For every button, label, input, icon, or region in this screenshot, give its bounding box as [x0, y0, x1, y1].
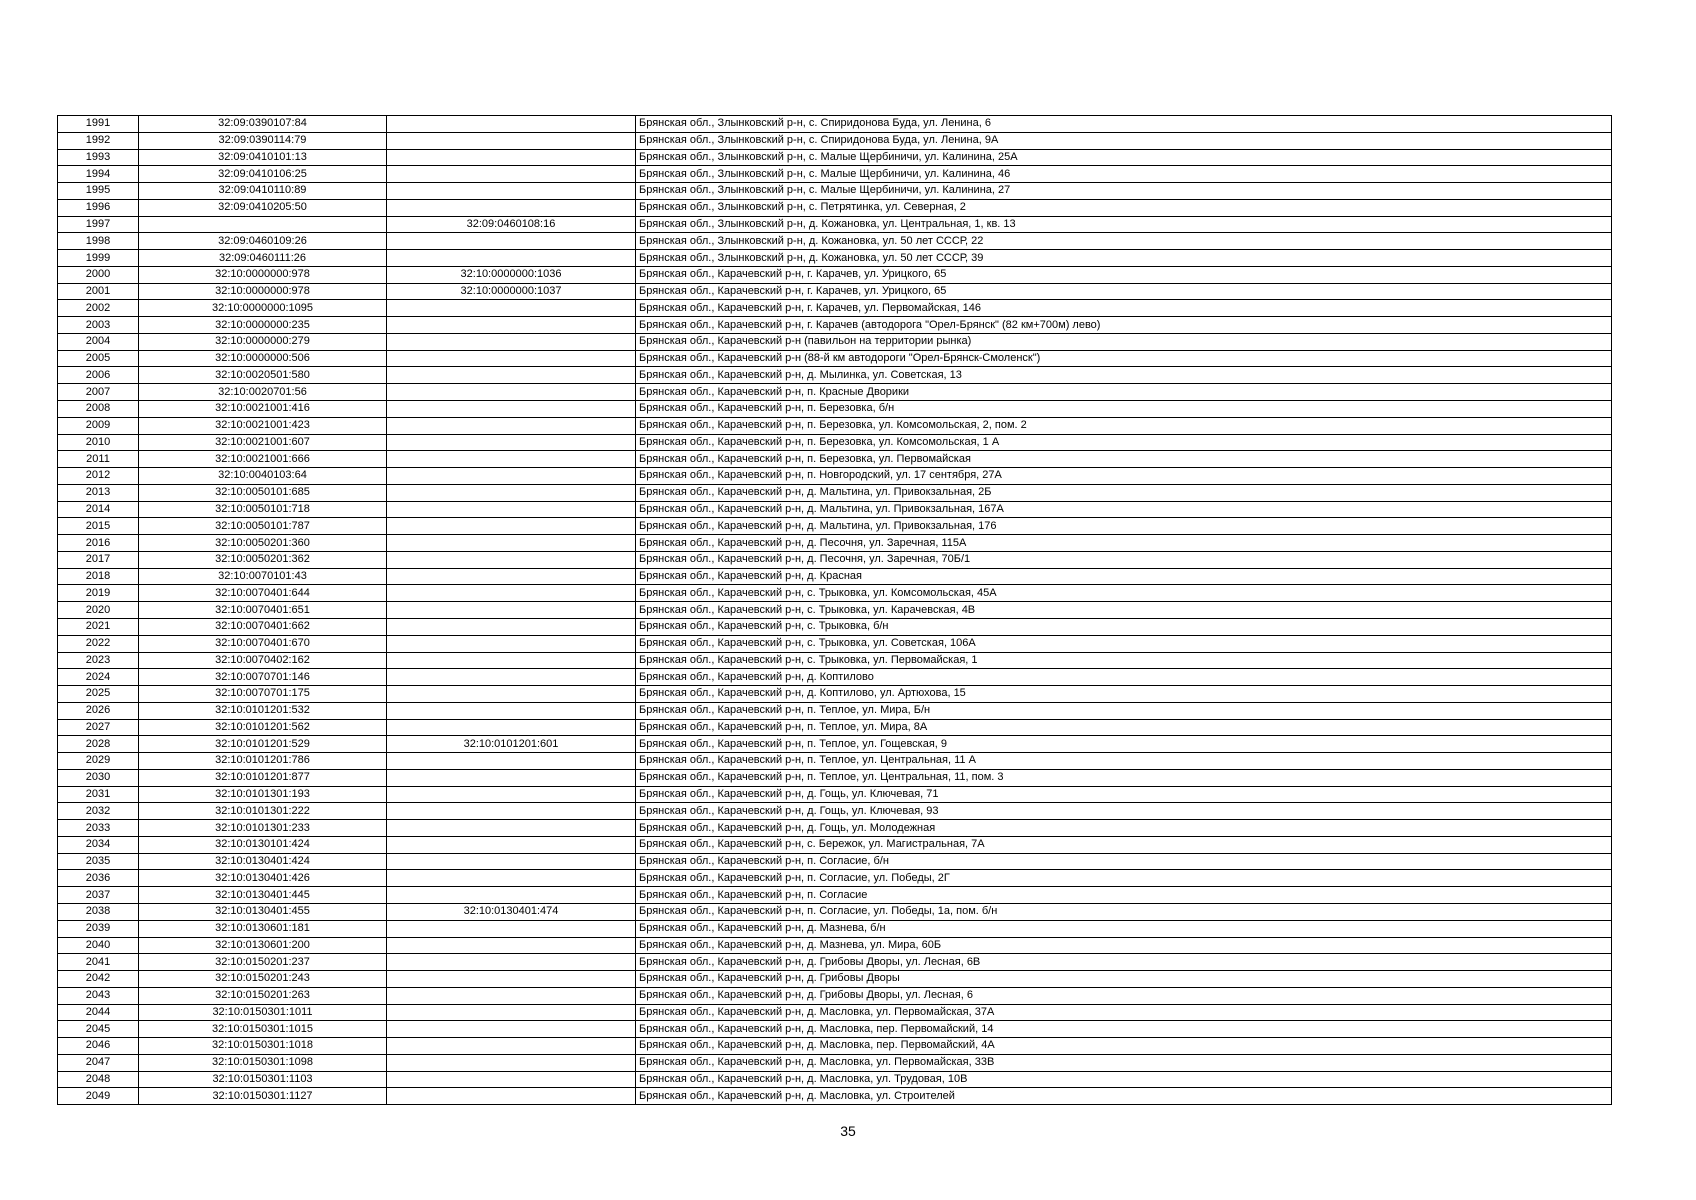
- table-row: [58, 417, 1612, 434]
- row-number-cell: 2007: [58, 384, 139, 401]
- related-cadastral-number-cell: [387, 568, 636, 585]
- address-cell: Брянская обл., Карачевский р-н, п. Березовка, ул. Первомайская: [636, 451, 1612, 468]
- row-number-cell: 2039: [58, 920, 139, 937]
- address-cell: Брянская обл., Злынковский р-н, с. Спиридонова Буда, ул. Ленина, 9А: [636, 132, 1612, 149]
- address-cell: Брянская обл., Карачевский р-н, с. Трыковка, ул. Советская, 106А: [636, 635, 1612, 652]
- related-cadastral-number-cell: [387, 686, 636, 703]
- table-row: [58, 468, 1612, 485]
- table-row: [58, 1088, 1612, 1105]
- table-row: [58, 367, 1612, 384]
- row-number-cell: 1999: [58, 250, 139, 267]
- related-cadastral-number-cell: [387, 317, 636, 334]
- related-cadastral-number-cell: [387, 1071, 636, 1088]
- table-row: [58, 317, 1612, 334]
- row-number-cell: 1993: [58, 149, 139, 166]
- table-row: [58, 434, 1612, 451]
- table-row: [58, 769, 1612, 786]
- related-cadastral-number-cell: [387, 1088, 636, 1105]
- related-cadastral-number-cell: [387, 954, 636, 971]
- row-number-cell: 2031: [58, 786, 139, 803]
- row-number-cell: 1996: [58, 199, 139, 216]
- row-number-cell: 2043: [58, 987, 139, 1004]
- table-row: [58, 501, 1612, 518]
- table-row: [58, 669, 1612, 686]
- address-cell: Брянская обл., Карачевский р-н, д. Масловка, ул. Строителей: [636, 1088, 1612, 1105]
- cadastral-number-cell: 32:10:0020701:56: [139, 384, 387, 401]
- table-row: [58, 216, 1612, 233]
- cadastral-number-cell: 32:10:0070402:162: [139, 652, 387, 669]
- address-cell: Брянская обл., Карачевский р-н, п. Новгородский, ул. 17 сентября, 27А: [636, 468, 1612, 485]
- address-cell: Брянская обл., Карачевский р-н, п. Согласие, ул. Победы, 2Г: [636, 870, 1612, 887]
- address-cell: Брянская обл., Злынковский р-н, с. Петрятинка, ул. Северная, 2: [636, 199, 1612, 216]
- address-cell: Брянская обл., Карачевский р-н, г. Карачев, ул. Урицкого, 65: [636, 283, 1612, 300]
- related-cadastral-number-cell: [387, 987, 636, 1004]
- related-cadastral-number-cell: [387, 920, 636, 937]
- registry-table: [57, 115, 1612, 1105]
- row-number-cell: 2032: [58, 803, 139, 820]
- table-row: [58, 1004, 1612, 1021]
- table-row: [58, 736, 1612, 753]
- address-cell: Брянская обл., Карачевский р-н, д. Мазнева, б/н: [636, 920, 1612, 937]
- table-row: [58, 719, 1612, 736]
- table-row: [58, 283, 1612, 300]
- address-cell: Брянская обл., Карачевский р-н, г. Карачев (автодорога "Орел-Брянск" (82 км+700м) лево): [636, 317, 1612, 334]
- cadastral-number-cell: 32:10:0150201:243: [139, 971, 387, 988]
- registry-table-body: [58, 116, 1612, 1105]
- related-cadastral-number-cell: [387, 786, 636, 803]
- address-cell: Брянская обл., Карачевский р-н, п. Теплое, ул. Центральная, 11, пом. 3: [636, 769, 1612, 786]
- cadastral-number-cell: 32:10:0150201:237: [139, 954, 387, 971]
- table-row: [58, 518, 1612, 535]
- address-cell: Брянская обл., Карачевский р-н, п. Теплое, ул. Мира, Б/н: [636, 702, 1612, 719]
- table-row: [58, 937, 1612, 954]
- cadastral-number-cell: 32:10:0021001:666: [139, 451, 387, 468]
- related-cadastral-number-cell: [387, 803, 636, 820]
- address-cell: Брянская обл., Злынковский р-н, д. Кожановка, ул. 50 лет СССР, 22: [636, 233, 1612, 250]
- address-cell: Брянская обл., Карачевский р-н, с. Трыковка, ул. Первомайская, 1: [636, 652, 1612, 669]
- address-cell: Брянская обл., Карачевский р-н, д. Красная: [636, 568, 1612, 585]
- address-cell: Брянская обл., Карачевский р-н, п. Согласие, б/н: [636, 853, 1612, 870]
- row-number-cell: 2010: [58, 434, 139, 451]
- row-number-cell: 2004: [58, 333, 139, 350]
- table-row: [58, 853, 1612, 870]
- address-cell: Брянская обл., Карачевский р-н, д. Коптилово: [636, 669, 1612, 686]
- cadastral-number-cell: 32:10:0101201:529: [139, 736, 387, 753]
- row-number-cell: 2030: [58, 769, 139, 786]
- cadastral-number-cell: 32:10:0040103:64: [139, 468, 387, 485]
- cadastral-number-cell: [139, 216, 387, 233]
- related-cadastral-number-cell: [387, 132, 636, 149]
- cadastral-number-cell: 32:10:0021001:416: [139, 401, 387, 418]
- table-row: [58, 484, 1612, 501]
- related-cadastral-number-cell: [387, 535, 636, 552]
- related-cadastral-number-cell: [387, 149, 636, 166]
- cadastral-number-cell: 32:10:0130601:200: [139, 937, 387, 954]
- row-number-cell: 2040: [58, 937, 139, 954]
- table-row: [58, 870, 1612, 887]
- table-row: [58, 149, 1612, 166]
- cadastral-number-cell: 32:10:0070101:43: [139, 568, 387, 585]
- cadastral-number-cell: 32:10:0130401:424: [139, 853, 387, 870]
- row-number-cell: 2021: [58, 618, 139, 635]
- related-cadastral-number-cell: [387, 367, 636, 384]
- related-cadastral-number-cell: [387, 417, 636, 434]
- address-cell: Брянская обл., Карачевский р-н, д. Мальтина, ул. Привокзальная, 2Б: [636, 484, 1612, 501]
- address-cell: Брянская обл., Карачевский р-н, г. Карачев, ул. Урицкого, 65: [636, 266, 1612, 283]
- address-cell: Брянская обл., Карачевский р-н, д. Грибовы Дворы: [636, 971, 1612, 988]
- row-number-cell: 2026: [58, 702, 139, 719]
- cadastral-number-cell: 32:10:0101301:222: [139, 803, 387, 820]
- cadastral-number-cell: 32:10:0150301:1127: [139, 1088, 387, 1105]
- related-cadastral-number-cell: [387, 233, 636, 250]
- cadastral-number-cell: 32:10:0070401:644: [139, 585, 387, 602]
- address-cell: Брянская обл., Карачевский р-н, п. Березовка, б/н: [636, 401, 1612, 418]
- related-cadastral-number-cell: [387, 250, 636, 267]
- cadastral-number-cell: 32:10:0150301:1015: [139, 1021, 387, 1038]
- row-number-cell: 2027: [58, 719, 139, 736]
- address-cell: Брянская обл., Карачевский р-н, д. Песочня, ул. Заречная, 70Б/1: [636, 551, 1612, 568]
- related-cadastral-number-cell: [387, 753, 636, 770]
- table-row: [58, 602, 1612, 619]
- related-cadastral-number-cell: [387, 602, 636, 619]
- cadastral-number-cell: 32:09:0410101:13: [139, 149, 387, 166]
- related-cadastral-number-cell: 32:10:0000000:1037: [387, 283, 636, 300]
- cadastral-number-cell: 32:09:0460109:26: [139, 233, 387, 250]
- table-row: [58, 266, 1612, 283]
- related-cadastral-number-cell: [387, 702, 636, 719]
- related-cadastral-number-cell: 32:10:0000000:1036: [387, 266, 636, 283]
- row-number-cell: 1994: [58, 166, 139, 183]
- address-cell: Брянская обл., Злынковский р-н, с. Малые Щербиничи, ул. Калинина, 25А: [636, 149, 1612, 166]
- cadastral-number-cell: 32:09:0410106:25: [139, 166, 387, 183]
- row-number-cell: 2008: [58, 401, 139, 418]
- table-row: [58, 116, 1612, 133]
- related-cadastral-number-cell: [387, 652, 636, 669]
- cadastral-number-cell: 32:10:0000000:978: [139, 283, 387, 300]
- table-row: [58, 333, 1612, 350]
- row-number-cell: 2035: [58, 853, 139, 870]
- address-cell: Брянская обл., Злынковский р-н, с. Малые Щербиничи, ул. Калинина, 27: [636, 183, 1612, 200]
- related-cadastral-number-cell: [387, 501, 636, 518]
- cadastral-number-cell: 32:10:0021001:423: [139, 417, 387, 434]
- address-cell: Брянская обл., Карачевский р-н, с. Трыковка, ул. Комсомольская, 45А: [636, 585, 1612, 602]
- related-cadastral-number-cell: [387, 887, 636, 904]
- related-cadastral-number-cell: [387, 401, 636, 418]
- related-cadastral-number-cell: [387, 183, 636, 200]
- row-number-cell: 2038: [58, 903, 139, 920]
- related-cadastral-number-cell: [387, 333, 636, 350]
- table-row: [58, 384, 1612, 401]
- cadastral-number-cell: 32:10:0000000:235: [139, 317, 387, 334]
- related-cadastral-number-cell: [387, 719, 636, 736]
- cadastral-number-cell: 32:10:0070401:670: [139, 635, 387, 652]
- cadastral-number-cell: 32:10:0101301:193: [139, 786, 387, 803]
- cadastral-number-cell: 32:10:0050101:787: [139, 518, 387, 535]
- row-number-cell: 1991: [58, 116, 139, 133]
- table-row: [58, 1054, 1612, 1071]
- cadastral-number-cell: 32:10:0000000:506: [139, 350, 387, 367]
- address-cell: Брянская обл., Карачевский р-н, п. Согласие, ул. Победы, 1а, пом. б/н: [636, 903, 1612, 920]
- row-number-cell: 1995: [58, 183, 139, 200]
- cadastral-number-cell: 32:10:0130401:445: [139, 887, 387, 904]
- address-cell: Брянская обл., Карачевский р-н, п. Теплое, ул. Мира, 8А: [636, 719, 1612, 736]
- address-cell: Брянская обл., Карачевский р-н, д. Масловка, пер. Первомайский, 4А: [636, 1038, 1612, 1055]
- cadastral-number-cell: 32:10:0070701:175: [139, 686, 387, 703]
- address-cell: Брянская обл., Карачевский р-н, д. Коптилово, ул. Артюхова, 15: [636, 686, 1612, 703]
- related-cadastral-number-cell: [387, 300, 636, 317]
- cadastral-number-cell: 32:10:0150201:263: [139, 987, 387, 1004]
- row-number-cell: 2014: [58, 501, 139, 518]
- table-row: [58, 1071, 1612, 1088]
- table-row: [58, 199, 1612, 216]
- address-cell: Брянская обл., Карачевский р-н, д. Песочня, ул. Заречная, 115А: [636, 535, 1612, 552]
- row-number-cell: 2006: [58, 367, 139, 384]
- table-row: [58, 618, 1612, 635]
- related-cadastral-number-cell: [387, 1038, 636, 1055]
- table-row: [58, 987, 1612, 1004]
- address-cell: Брянская обл., Карачевский р-н, п. Березовка, ул. Комсомольская, 1 А: [636, 434, 1612, 451]
- cadastral-number-cell: 32:10:0050101:685: [139, 484, 387, 501]
- cadastral-number-cell: 32:10:0050201:360: [139, 535, 387, 552]
- cadastral-number-cell: 32:10:0130401:455: [139, 903, 387, 920]
- cadastral-number-cell: 32:10:0150301:1098: [139, 1054, 387, 1071]
- table-row: [58, 820, 1612, 837]
- table-row: [58, 166, 1612, 183]
- row-number-cell: 2048: [58, 1071, 139, 1088]
- row-number-cell: 2046: [58, 1038, 139, 1055]
- address-cell: Брянская обл., Карачевский р-н, д. Гощь, ул. Ключевая, 71: [636, 786, 1612, 803]
- related-cadastral-number-cell: [387, 166, 636, 183]
- page-number: 35: [840, 1123, 856, 1139]
- table-row: [58, 551, 1612, 568]
- address-cell: Брянская обл., Карачевский р-н, с. Трыковка, ул. Карачевская, 4В: [636, 602, 1612, 619]
- related-cadastral-number-cell: [387, 971, 636, 988]
- row-number-cell: 2019: [58, 585, 139, 602]
- table-row: [58, 786, 1612, 803]
- row-number-cell: 2002: [58, 300, 139, 317]
- row-number-cell: 2024: [58, 669, 139, 686]
- related-cadastral-number-cell: [387, 451, 636, 468]
- table-row: [58, 1021, 1612, 1038]
- table-row: [58, 903, 1612, 920]
- cadastral-number-cell: 32:09:0410205:50: [139, 199, 387, 216]
- cadastral-number-cell: 32:10:0021001:607: [139, 434, 387, 451]
- related-cadastral-number-cell: 32:10:0101201:601: [387, 736, 636, 753]
- address-cell: Брянская обл., Карачевский р-н, д. Грибовы Дворы, ул. Лесная, 6: [636, 987, 1612, 1004]
- row-number-cell: 2012: [58, 468, 139, 485]
- row-number-cell: 2049: [58, 1088, 139, 1105]
- cadastral-number-cell: 32:10:0150301:1011: [139, 1004, 387, 1021]
- related-cadastral-number-cell: [387, 853, 636, 870]
- address-cell: Брянская обл., Карачевский р-н, д. Масловка, пер. Первомайский, 14: [636, 1021, 1612, 1038]
- row-number-cell: 2017: [58, 551, 139, 568]
- table-row: [58, 652, 1612, 669]
- cadastral-number-cell: 32:10:0050101:718: [139, 501, 387, 518]
- table-row: [58, 887, 1612, 904]
- related-cadastral-number-cell: [387, 669, 636, 686]
- address-cell: Брянская обл., Карачевский р-н, д. Мальтина, ул. Привокзальная, 167А: [636, 501, 1612, 518]
- address-cell: Брянская обл., Карачевский р-н, д. Масловка, ул. Трудовая, 10В: [636, 1071, 1612, 1088]
- row-number-cell: 2036: [58, 870, 139, 887]
- related-cadastral-number-cell: [387, 1004, 636, 1021]
- related-cadastral-number-cell: [387, 769, 636, 786]
- table-row: [58, 300, 1612, 317]
- cadastral-number-cell: 32:09:0460111:26: [139, 250, 387, 267]
- cadastral-number-cell: 32:10:0101201:562: [139, 719, 387, 736]
- row-number-cell: 2047: [58, 1054, 139, 1071]
- table-row: [58, 803, 1612, 820]
- related-cadastral-number-cell: [387, 116, 636, 133]
- related-cadastral-number-cell: [387, 618, 636, 635]
- row-number-cell: 2009: [58, 417, 139, 434]
- related-cadastral-number-cell: [387, 384, 636, 401]
- row-number-cell: 2034: [58, 836, 139, 853]
- cadastral-number-cell: 32:10:0020501:580: [139, 367, 387, 384]
- cadastral-number-cell: 32:10:0070401:651: [139, 602, 387, 619]
- related-cadastral-number-cell: [387, 468, 636, 485]
- table-row: [58, 836, 1612, 853]
- cadastral-number-cell: 32:10:0000000:279: [139, 333, 387, 350]
- cadastral-number-cell: 32:10:0150301:1018: [139, 1038, 387, 1055]
- row-number-cell: 2041: [58, 954, 139, 971]
- table-row: [58, 971, 1612, 988]
- cadastral-number-cell: 32:10:0130101:424: [139, 836, 387, 853]
- related-cadastral-number-cell: [387, 585, 636, 602]
- table-row: [58, 233, 1612, 250]
- row-number-cell: 2033: [58, 820, 139, 837]
- address-cell: Брянская обл., Карачевский р-н, д. Масловка, ул. Первомайская, 37А: [636, 1004, 1612, 1021]
- row-number-cell: 2025: [58, 686, 139, 703]
- address-cell: Брянская обл., Карачевский р-н, г. Карачев, ул. Первомайская, 146: [636, 300, 1612, 317]
- address-cell: Брянская обл., Карачевский р-н, п. Красные Дворики: [636, 384, 1612, 401]
- cadastral-number-cell: 32:09:0410110:89: [139, 183, 387, 200]
- related-cadastral-number-cell: 32:09:0460108:16: [387, 216, 636, 233]
- cadastral-number-cell: 32:10:0130601:181: [139, 920, 387, 937]
- table-row: [58, 585, 1612, 602]
- row-number-cell: 2045: [58, 1021, 139, 1038]
- row-number-cell: 2005: [58, 350, 139, 367]
- table-row: [58, 702, 1612, 719]
- row-number-cell: 1992: [58, 132, 139, 149]
- table-row: [58, 350, 1612, 367]
- related-cadastral-number-cell: [387, 836, 636, 853]
- related-cadastral-number-cell: [387, 484, 636, 501]
- row-number-cell: 2022: [58, 635, 139, 652]
- row-number-cell: 2016: [58, 535, 139, 552]
- cadastral-number-cell: 32:10:0150301:1103: [139, 1071, 387, 1088]
- table-row: [58, 920, 1612, 937]
- related-cadastral-number-cell: [387, 434, 636, 451]
- cadastral-number-cell: 32:10:0000000:978: [139, 266, 387, 283]
- address-cell: Брянская обл., Злынковский р-н, с. Малые Щербиничи, ул. Калинина, 46: [636, 166, 1612, 183]
- cadastral-number-cell: 32:10:0101201:877: [139, 769, 387, 786]
- table-row: [58, 568, 1612, 585]
- related-cadastral-number-cell: [387, 1021, 636, 1038]
- related-cadastral-number-cell: [387, 937, 636, 954]
- row-number-cell: 2042: [58, 971, 139, 988]
- table-row: [58, 535, 1612, 552]
- cadastral-number-cell: 32:09:0390107:84: [139, 116, 387, 133]
- cadastral-number-cell: 32:10:0070701:146: [139, 669, 387, 686]
- cadastral-number-cell: 32:09:0390114:79: [139, 132, 387, 149]
- address-cell: Брянская обл., Карачевский р-н, п. Теплое, ул. Центральная, 11 А: [636, 753, 1612, 770]
- row-number-cell: 2028: [58, 736, 139, 753]
- cadastral-number-cell: 32:10:0000000:1095: [139, 300, 387, 317]
- address-cell: Брянская обл., Карачевский р-н, д. Гощь, ул. Ключевая, 93: [636, 803, 1612, 820]
- cadastral-number-cell: 32:10:0070401:662: [139, 618, 387, 635]
- table-row: [58, 753, 1612, 770]
- table-row: [58, 183, 1612, 200]
- table-row: [58, 1038, 1612, 1055]
- table-row: [58, 132, 1612, 149]
- cadastral-number-cell: 32:10:0130401:426: [139, 870, 387, 887]
- related-cadastral-number-cell: [387, 1054, 636, 1071]
- row-number-cell: 1998: [58, 233, 139, 250]
- table-row: [58, 451, 1612, 468]
- row-number-cell: 2000: [58, 266, 139, 283]
- address-cell: Брянская обл., Карачевский р-н, с. Бережок, ул. Магистральная, 7А: [636, 836, 1612, 853]
- table-row: [58, 954, 1612, 971]
- table-row: [58, 635, 1612, 652]
- address-cell: Брянская обл., Карачевский р-н, д. Мылинка, ул. Советская, 13: [636, 367, 1612, 384]
- address-cell: Брянская обл., Злынковский р-н, с. Спиридонова Буда, ул. Ленина, 6: [636, 116, 1612, 133]
- cadastral-number-cell: 32:10:0101301:233: [139, 820, 387, 837]
- row-number-cell: 2015: [58, 518, 139, 535]
- address-cell: Брянская обл., Карачевский р-н, д. Мазнева, ул. Мира, 60Б: [636, 937, 1612, 954]
- table-row: [58, 686, 1612, 703]
- address-cell: Брянская обл., Карачевский р-н, д. Мальтина, ул. Привокзальная, 176: [636, 518, 1612, 535]
- row-number-cell: 1997: [58, 216, 139, 233]
- table-row: [58, 250, 1612, 267]
- row-number-cell: 2023: [58, 652, 139, 669]
- row-number-cell: 2044: [58, 1004, 139, 1021]
- address-cell: Брянская обл., Злынковский р-н, д. Кожановка, ул. 50 лет СССР, 39: [636, 250, 1612, 267]
- related-cadastral-number-cell: 32:10:0130401:474: [387, 903, 636, 920]
- related-cadastral-number-cell: [387, 518, 636, 535]
- row-number-cell: 2013: [58, 484, 139, 501]
- address-cell: Брянская обл., Карачевский р-н, д. Гощь, ул. Молодежная: [636, 820, 1612, 837]
- row-number-cell: 2029: [58, 753, 139, 770]
- related-cadastral-number-cell: [387, 199, 636, 216]
- table-row: [58, 401, 1612, 418]
- row-number-cell: 2020: [58, 602, 139, 619]
- related-cadastral-number-cell: [387, 350, 636, 367]
- related-cadastral-number-cell: [387, 820, 636, 837]
- related-cadastral-number-cell: [387, 551, 636, 568]
- related-cadastral-number-cell: [387, 635, 636, 652]
- cadastral-number-cell: 32:10:0050201:362: [139, 551, 387, 568]
- cadastral-number-cell: 32:10:0101201:786: [139, 753, 387, 770]
- related-cadastral-number-cell: [387, 870, 636, 887]
- row-number-cell: 2011: [58, 451, 139, 468]
- row-number-cell: 2003: [58, 317, 139, 334]
- address-cell: Брянская обл., Карачевский р-н, с. Трыковка, б/н: [636, 618, 1612, 635]
- address-cell: Брянская обл., Карачевский р-н, п. Согласие: [636, 887, 1612, 904]
- address-cell: Брянская обл., Карачевский р-н (88-й км автодороги "Орел-Брянск-Смоленск"): [636, 350, 1612, 367]
- address-cell: Брянская обл., Карачевский р-н, д. Грибовы Дворы, ул. Лесная, 6В: [636, 954, 1612, 971]
- row-number-cell: 2018: [58, 568, 139, 585]
- cadastral-number-cell: 32:10:0101201:532: [139, 702, 387, 719]
- address-cell: Брянская обл., Карачевский р-н, д. Масловка, ул. Первомайская, 33В: [636, 1054, 1612, 1071]
- address-cell: Брянская обл., Карачевский р-н, п. Березовка, ул. Комсомольская, 2, пом. 2: [636, 417, 1612, 434]
- address-cell: Брянская обл., Карачевский р-н (павильон на территории рынка): [636, 333, 1612, 350]
- address-cell: Брянская обл., Карачевский р-н, п. Теплое, ул. Гощевская, 9: [636, 736, 1612, 753]
- row-number-cell: 2001: [58, 283, 139, 300]
- address-cell: Брянская обл., Злынковский р-н, д. Кожановка, ул. Центральная, 1, кв. 13: [636, 216, 1612, 233]
- row-number-cell: 2037: [58, 887, 139, 904]
